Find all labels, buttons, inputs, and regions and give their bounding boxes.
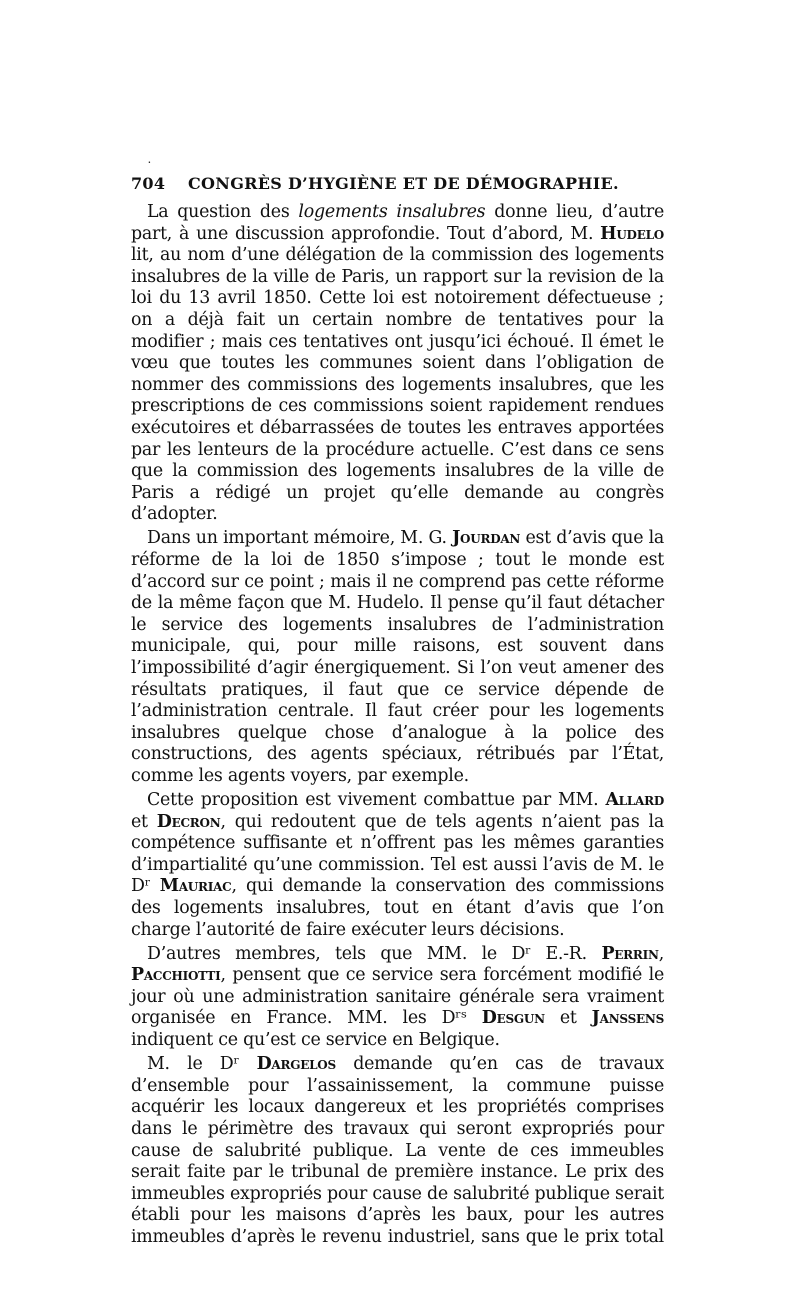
page	[131, 158, 664, 1251]
page-number: 704	[131, 174, 166, 193]
text-run: M. le Dʳ	[147, 1054, 257, 1075]
person-name: Allard	[605, 790, 664, 811]
text-run: lit, au nom d’une délégation de la commission des logements insalubres de la ville de Paris, un rapport sur la revision de la loi du 13 avril 1850. Cette loi est notoirement défectueuse ; on a déjà fait un certain nombre de tentatives pour la modifier ; mais ces tentatives ont jusqu’ici échoué. Il émet le vœu que toutes les communes soient dans l’obligation de nommer des commissions des logements insalubres, que les prescriptions de ces commissions soient rapidement rendues exécutoires et débarrassées de toutes les entraves apportées par les lenteurs de la procédure actuelle. C’est dans ce sens que la commission des logements insalubres de la ville de Paris a rédigé un projet qu’elle demande au congrès d’adopter.	[131, 245, 664, 525]
text-run: demande qu’en cas de travaux d’ensemble pour l’assainissement, la commune puisse acquérir les locaux dangereux et les propriétés comprises dans le périmètre des travaux qui seront expropriés pour cause de salubrité publique. La vente de ces immeubles serait faite par le tribunal de première instance. Le prix des immeubles expropriés pour cause de salubrité publique serait établi pour les maisons d’après les baux, pour les autres immeubles d’après le revenu industriel, sans que le prix total	[131, 1054, 664, 1247]
text-run: Dans un important mémoire, M. G.	[147, 528, 453, 549]
person-name: Janssens	[591, 1008, 665, 1029]
person-name: Decron	[156, 811, 221, 832]
person-name: Pacchiotti	[131, 965, 221, 986]
text-run: et	[544, 1008, 592, 1029]
running-title: CONGRÈS D’HYGIÈNE ET DE DÉMOGRAPHIE.	[188, 174, 619, 193]
text-run: D’autres membres, tels que MM. le Dʳ E.-R.	[147, 943, 602, 964]
text-run: La question des	[147, 202, 299, 222]
italic-term: logements insalubres	[298, 202, 486, 222]
text-run: est d’avis que la réforme de la loi de 1850 s’impose ; tout le monde est d’accord sur ce point ; mais il ne comprend pas cette réforme de la même façon que M. Hudelo. Il pense qu’il faut détacher le service des logements insalubres de l’administration municipale, qui, pour mille raisons, est souvent dans l’impossibilité d’agir énergiquement. Si l’on veut amener des résultats pratiques, il faut que ce service dépende de l’administration centrale. Il faut créer pour les logements insalubres quelque chose d’analogue à la police des constructions, des agents spéciaux, rétribués par l’État, comme les agents voyers, par exemple.	[131, 528, 665, 786]
text-run: indiquent ce qu’est ce service en Belgique.	[131, 1030, 500, 1051]
text-run: ,	[658, 943, 664, 964]
text-run: , pensent que ce service sera forcément modifié le jour où une administration sanitaire générale sera vraiment organisée en France. MM. les Dʳˢ	[131, 965, 664, 1029]
paragraph-1	[131, 202, 664, 526]
paragraph-2	[131, 528, 664, 787]
page-header	[131, 158, 664, 202]
text-run: et	[131, 811, 157, 832]
text-run: Cette proposition est vivement combattue par MM.	[147, 790, 606, 811]
paragraph-4	[131, 944, 664, 1052]
text-run: donne lieu, d’autre part, à une discussion approfondie. Tout d’abord, M.	[131, 202, 664, 244]
person-name: Mauriac	[159, 876, 232, 897]
print-mark: ·	[148, 157, 152, 167]
text-run: , qui redoutent que de tels agents n’aient pas la compétence suffisante et n’offrent pas les mêmes garanties d’impartialité qu’une commission. Tel est aussi l’avis de M. le Dʳ	[131, 811, 664, 897]
person-name: Desgun	[481, 1008, 545, 1029]
text-run: , qui demande la conservation des commissions des logements insalubres, tout en étant d’avis que l’on charge l’autorité de faire exécuter leurs décisions.	[131, 876, 665, 940]
person-name: Dargelos	[256, 1054, 336, 1075]
paragraph-3	[131, 790, 664, 941]
paragraph-5	[131, 1054, 664, 1248]
person-name: Jourdan	[452, 528, 521, 549]
person-name: Perrin	[601, 943, 659, 964]
person-name: Hudelo	[600, 223, 664, 244]
